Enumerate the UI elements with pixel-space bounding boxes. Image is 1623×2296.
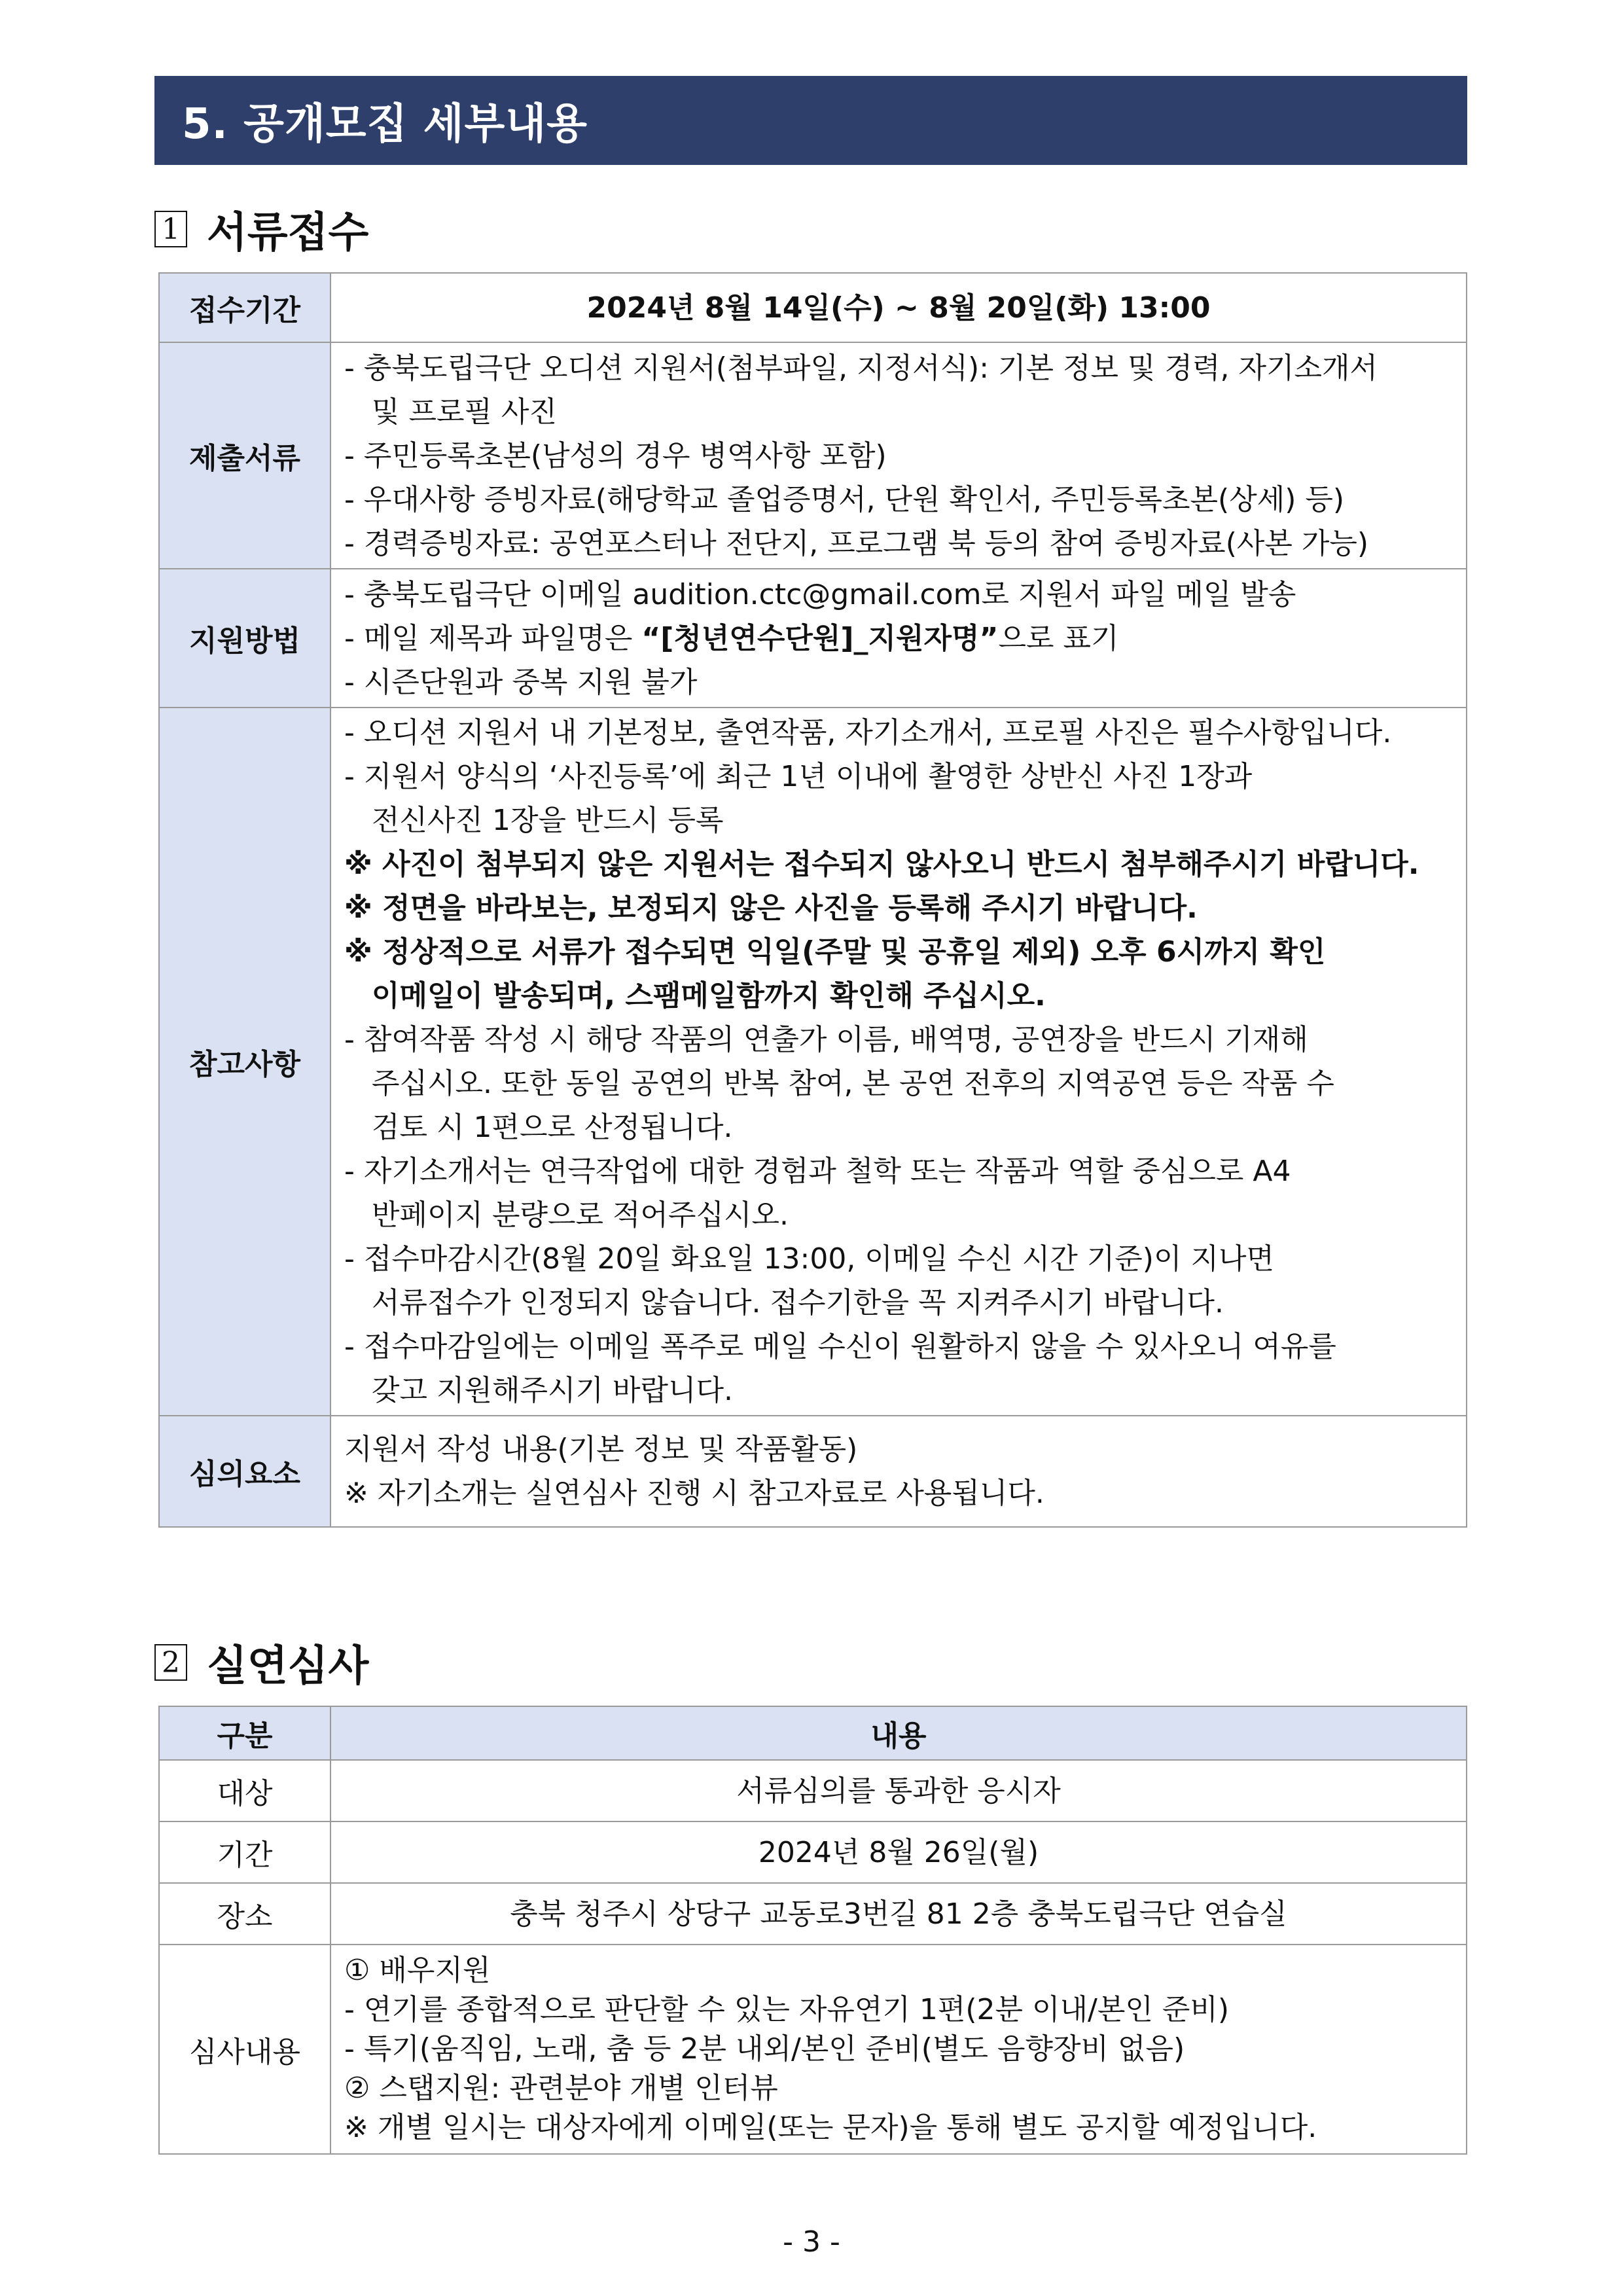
section-1-heading	[154, 199, 368, 259]
row-target	[159, 1760, 1467, 1821]
note-line: 서류접수가 인정되지 않습니다. 접수기한을 꼭 지켜주시기 바랍니다.	[372, 1286, 1224, 1319]
document-submission-table	[158, 272, 1467, 1528]
label-date: 기간	[159, 1821, 330, 1883]
review-line: 지원서 작성 내용(기본 정보 및 작품활동)	[344, 1433, 858, 1466]
value-method	[330, 569, 1467, 708]
doc-line: - 경력증빙자료: 공연포스터나 전단지, 프로그램 북 등의 참여 증빙자료(사본 가능)	[344, 526, 1369, 560]
row-date	[159, 1821, 1467, 1883]
row-method	[159, 569, 1467, 708]
label-content: 심사내용	[159, 1945, 330, 2154]
note-line: - 접수마감시간(8월 20일 화요일 13:00, 이메일 수신 시간 기준)이 지나면	[344, 1242, 1274, 1276]
note-line: - 자기소개서는 연극작업에 대한 경험과 철학 또는 작품과 역할 중심으로 A4	[344, 1155, 1291, 1188]
banner-title: 5. 공개모집 세부내용	[182, 100, 588, 149]
note-line: - 참여작품 작성 시 해당 작품의 연출가 이름, 배역명, 공연장을 반드시 기재해	[344, 1023, 1308, 1056]
doc-line: - 주민등록초본(남성의 경우 병역사항 포함)	[344, 439, 887, 473]
content-line: ② 스탭지원: 관련분야 개별 인터뷰	[344, 2072, 778, 2105]
label-review: 심의요소	[159, 1416, 330, 1527]
value-date: 2024년 8월 26일(월)	[330, 1821, 1467, 1883]
note-line: - 오디션 지원서 내 기본정보, 출연작품, 자기소개서, 프로필 사진은 필수사항입니다.	[344, 716, 1392, 749]
review-line: ※ 자기소개는 실연심사 진행 시 참고자료로 사용됩니다.	[344, 1477, 1044, 1510]
row-content	[159, 1945, 1467, 2154]
method-line: - 충북도립극단 이메일 audition.ctc@gmail.com로 지원서 파일 메일 발송	[344, 577, 1296, 611]
note-line: 검토 시 1편으로 산정됩니다.	[372, 1111, 733, 1144]
doc-line: 및 프로필 사진	[372, 395, 557, 429]
method-line: - 시즌단원과 중복 지원 불가	[344, 665, 698, 699]
note-line-emphasis: ※ 정상적으로 서류가 접수되면 익일(주말 및 공휴일 제외) 오후 6시까지 확인	[344, 935, 1326, 969]
value-documents	[330, 342, 1467, 569]
section-2-number: 2	[154, 1644, 187, 1681]
section-1-number: 1	[154, 211, 187, 247]
note-line-emphasis: ※ 사진이 첨부되지 않은 지원서는 접수되지 않사오니 반드시 첨부해주시기 바랍니다.	[344, 848, 1419, 881]
value-review	[330, 1416, 1467, 1527]
row-review	[159, 1416, 1467, 1527]
note-line: 전신사진 1장을 반드시 등록	[372, 804, 724, 837]
doc-line: - 충북도립극단 오디션 지원서(첨부파일, 지정서식): 기본 정보 및 경력, 자기소개서	[344, 351, 1378, 385]
method-line-suffix: 으로 표기	[998, 621, 1119, 655]
section-1-title: 서류접수	[207, 208, 369, 257]
value-period: 2024년 8월 14일(수) ~ 8월 20일(화) 13:00	[330, 273, 1467, 342]
note-line-emphasis: ※ 정면을 바라보는, 보정되지 않은 사진을 등록해 주시기 바랍니다.	[344, 891, 1198, 925]
content-line: ※ 개별 일시는 대상자에게 이메일(또는 문자)을 통해 별도 공지할 예정입니다.	[344, 2111, 1317, 2144]
label-method: 지원방법	[159, 569, 330, 708]
note-line: 반페이지 분량으로 적어주십시오.	[372, 1198, 789, 1232]
content-line: - 특기(움직임, 노래, 춤 등 2분 내외/본인 준비(별도 음향장비 없음)	[344, 2032, 1185, 2066]
page-number: - 3 -	[783, 2225, 840, 2259]
value-notes	[330, 708, 1467, 1416]
content-line: ① 배우지원	[344, 1954, 491, 1987]
label-notes: 참고사항	[159, 708, 330, 1416]
label-documents: 제출서류	[159, 342, 330, 569]
method-line	[344, 617, 1453, 660]
header-content: 내용	[330, 1706, 1467, 1760]
file-name-format: “[청년연수단원]_지원자명”	[641, 621, 999, 655]
note-line: 주십시오. 또한 동일 공연의 반복 참여, 본 공연 전후의 지역공연 등은 작품 수	[372, 1067, 1334, 1100]
section-2-heading	[154, 1632, 368, 1693]
label-period: 접수기간	[159, 273, 330, 342]
header-category: 구분	[159, 1706, 330, 1760]
label-target: 대상	[159, 1760, 330, 1821]
value-content	[330, 1945, 1467, 2154]
value-target: 서류심의를 통과한 응시자	[330, 1760, 1467, 1821]
content-line: - 연기를 종합적으로 판단할 수 있는 자유연기 1편(2분 이내/본인 준비)	[344, 1993, 1229, 2026]
value-venue: 충북 청주시 상당구 교동로3번길 81 2층 충북도립극단 연습실	[330, 1883, 1467, 1945]
row-notes	[159, 708, 1467, 1416]
section-2-title: 실연심사	[207, 1641, 369, 1691]
label-venue: 장소	[159, 1883, 330, 1945]
row-period	[159, 273, 1467, 342]
performance-audition-table	[158, 1706, 1467, 2155]
doc-line: - 우대사항 증빙자료(해당학교 졸업증명서, 단원 확인서, 주민등록초본(상세) 등)	[344, 482, 1345, 516]
row-venue	[159, 1883, 1467, 1945]
note-line: - 지원서 양식의 ‘사진등록’에 최근 1년 이내에 촬영한 상반신 사진 1장과	[344, 760, 1253, 793]
section-banner	[154, 76, 1467, 165]
method-line-prefix: - 메일 제목과 파일명은	[344, 621, 642, 655]
row-documents	[159, 342, 1467, 569]
note-line: 갖고 지원해주시기 바랍니다.	[372, 1374, 734, 1407]
note-line: - 접수마감일에는 이메일 폭주로 메일 수신이 원활하지 않을 수 있사오니 여유를	[344, 1330, 1336, 1363]
header-row	[159, 1706, 1467, 1760]
note-line-emphasis: 이메일이 발송되며, 스팸메일함까지 확인해 주십시오.	[372, 979, 1046, 1013]
